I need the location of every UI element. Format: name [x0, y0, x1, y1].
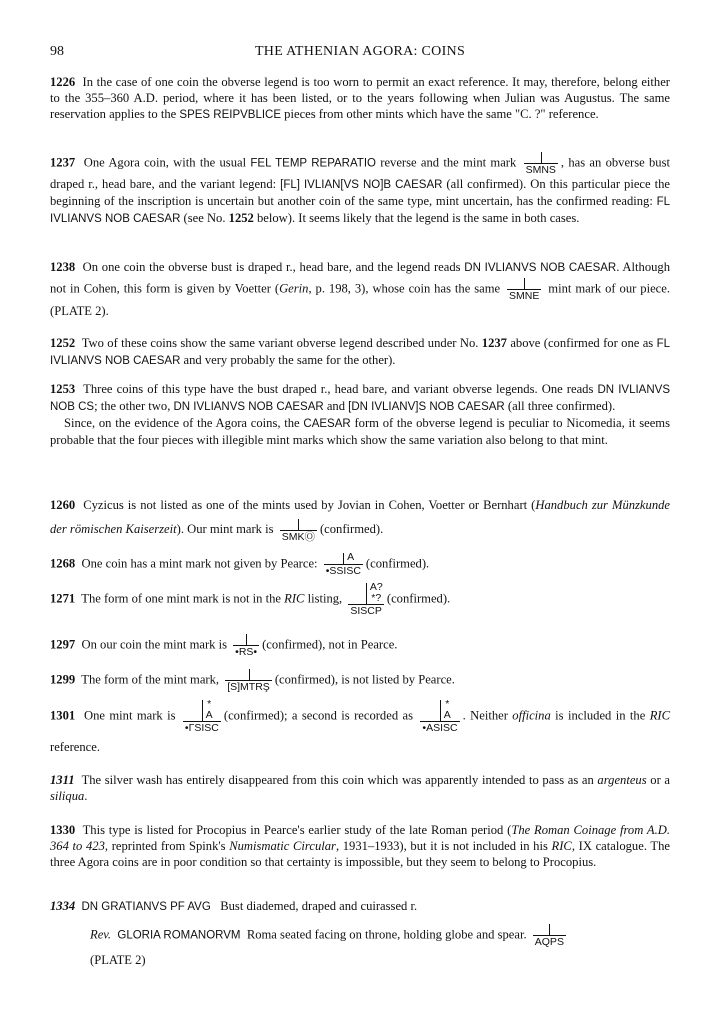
legend: CAESAR [303, 418, 351, 430]
entry-text: . Although not in Cohen, this form is given by Voetter ( [50, 260, 671, 296]
entry-1268 [50, 552, 670, 577]
entry-number: 1334 [50, 899, 76, 913]
entry-text: This type is listed for Procopius in Pearce's earlier study of the late Roman period ( [82, 823, 512, 837]
mint-mark: [S]MTRŞ [225, 668, 272, 693]
work-title: Numismatic Circular [229, 839, 336, 853]
reverse-legend: GLORIA ROMANORVM [117, 929, 241, 942]
legend: FL IVLIANVS NOB CAESAR [50, 196, 670, 225]
entry-1271 [50, 582, 670, 617]
mint-mark: •RS• [233, 633, 259, 658]
entry-text: , has an obverse bust draped r., head bare, and the variant legend: [50, 155, 671, 191]
entry-text: On our coin the mint mark is [81, 637, 227, 652]
term: officina [512, 708, 551, 723]
entry-number: 1268 [50, 556, 76, 571]
entry-number: 1238 [50, 260, 76, 274]
entry-1297 [50, 633, 670, 658]
entry-text: pieces from other mints which have the same "C. ?" reference. [281, 107, 599, 121]
mint-mark: A? *? SISCP [350, 581, 383, 617]
mint-mark: A •SSISC [325, 551, 361, 577]
legend: DN IVLIANVS NOB CAESAR [464, 262, 617, 274]
legend: DN GRATIANVS PF AVG [81, 901, 211, 913]
term: siliqua [50, 789, 85, 803]
entry-1252 [50, 335, 670, 369]
entry-text: . Neither [462, 708, 513, 723]
entry-number: 1271 [50, 591, 76, 606]
work-title: RIC [551, 839, 572, 853]
entry-1238 [50, 258, 670, 320]
work-title: RIC [284, 591, 305, 606]
entry-text: (see No. [180, 211, 229, 225]
reverse-label: Rev. [90, 927, 112, 942]
page-number: 98 [50, 44, 64, 59]
entry-1237 [50, 151, 670, 227]
reverse-line [50, 923, 670, 948]
entry-text: , IX catalogue. The three Agora coins are in poor condition so that certainty is impossible, but they seem to belong to Procopius. [50, 839, 670, 869]
entry-1299 [50, 668, 670, 693]
entry-1226 [50, 74, 670, 123]
legend: DN IVLIANVS NOB CAESAR [173, 401, 324, 413]
entry-1301 [50, 699, 670, 760]
entry-1334 [50, 898, 670, 968]
entry-number: 1301 [50, 708, 76, 723]
entry-text: reference. [50, 740, 100, 754]
entry-text: The silver wash has entirely disappeared from this coin which was apparently intended to pass as an [81, 773, 598, 787]
entry-text: form of the obverse legend is peculiar to Nicomedia, it seems probable that the four pieces with illegible mint marks which show the same variation also belong to that mint. [50, 416, 670, 447]
entry-text: The form of the mint mark, [81, 672, 220, 687]
entry-text: and [323, 399, 349, 413]
entry-1311 [50, 772, 670, 804]
work-title: Gerin [279, 281, 309, 296]
entry-number: 1226 [50, 75, 76, 89]
legend: SPES REIPVBLICE [179, 109, 282, 121]
mint-mark: * A •ASISC [422, 698, 458, 734]
entry-number: 1311 [50, 773, 75, 787]
entry-text: (confirmed). [365, 556, 430, 571]
entry-text: Bust diademed, draped and cuirassed r. [220, 899, 418, 913]
entry-text: reverse and the mint mark [375, 155, 517, 170]
entry-text: (confirmed). [319, 522, 384, 536]
entry-number: 1299 [50, 672, 76, 687]
reverse-legend: FEL TEMP REPARATIO [250, 157, 376, 170]
entry-text: ). Our mint mark is [176, 522, 274, 536]
entry-text: above (confirmed for one as [506, 336, 657, 350]
entry-text: and very probably the same for the other). [180, 353, 396, 367]
term: argenteus [597, 773, 647, 787]
entry-number: 1330 [50, 823, 76, 837]
entry-text: Roma seated facing on throne, holding globe and spear. [246, 927, 527, 942]
entry-number: 1237 [50, 155, 76, 170]
mint-mark: SMNE [507, 277, 541, 302]
legend: DN IVLIANVS NOB CS [50, 384, 670, 413]
entry-text: listing, [304, 591, 343, 606]
entry-text: On one coin the obverse bust is draped r., head bare, and the legend reads [82, 260, 465, 274]
entry-text: The form of one mint mark is not in the [81, 591, 285, 606]
obverse-line [50, 898, 670, 915]
entry-text: (all three confirmed). [504, 399, 616, 413]
entry-number: 1253 [50, 382, 76, 396]
cross-reference: 1237 [481, 336, 507, 350]
entry-text: Cyzicus is not listed as one of the mints used by Jovian in Cohen, Voetter or Bernhart ( [83, 498, 536, 512]
entry-number: 1260 [50, 498, 76, 512]
entry-text: ; the other two, [94, 399, 174, 413]
paragraph [50, 415, 670, 448]
work-title: RIC [649, 708, 670, 723]
entry-text: . [84, 789, 88, 803]
mint-mark: * A •ΓSISC [184, 698, 219, 734]
plate-reference: (PLATE 2) [90, 953, 146, 967]
legend: FL IVLIANVS NOB CAESAR [50, 338, 670, 367]
entry-text: Two of these coins show the same variant obverse legend described under No. [81, 336, 482, 350]
entry-number: 1252 [50, 336, 76, 350]
entry-text: , 1931–1933), but it is not included in his [335, 839, 552, 853]
entry-text: is included in the [550, 708, 650, 723]
entry-text: , reprinted from Spink's [104, 839, 230, 853]
entry-1260 [50, 493, 670, 543]
entry-text: (confirmed). [386, 591, 451, 606]
entry-text: (confirmed), is not listed by Pearce. [274, 672, 455, 687]
entry-text: (confirmed), not in Pearce. [262, 637, 398, 652]
entry-1330 [50, 822, 670, 870]
entry-text: One coin has a mint mark not given by Pearce: [81, 556, 318, 571]
mint-mark: SMKⓄ [280, 518, 317, 543]
entry-number: 1297 [50, 637, 76, 652]
entry-text: or a [646, 773, 670, 787]
entry-text: (confirmed); a second is recorded as [223, 708, 413, 723]
entry-text: mint mark of our piece. (PLATE 2). [50, 281, 670, 318]
legend: [FL] IVLIAN[VS NO]B CAESAR [280, 179, 443, 191]
mint-mark: AQPS [533, 923, 566, 948]
work-title: Handbuch zur Münzkunde der römischen Kaiserzeit [50, 498, 671, 536]
cross-reference: 1252 [228, 211, 254, 225]
entry-text: One Agora coin, with the usual [83, 155, 251, 170]
legend: [DN IVLIANV]S NOB CAESAR [348, 401, 505, 413]
entry-text: , p. 198, 3), whose coin has the same [308, 281, 501, 296]
entry-text: Since, on the evidence of the Agora coins, the [64, 416, 304, 430]
running-title: THE ATHENIAN AGORA: COINS [254, 44, 466, 59]
entry-1253 [50, 381, 670, 448]
entry-text: One mint mark is [83, 708, 176, 723]
entry-text: Three coins of this type have the bust draped r., head bare, and variant obverse legends. One reads [83, 382, 598, 396]
mint-mark: SMNS [524, 151, 558, 176]
work-title: The Roman Coinage from A.D. 364 to 423 [50, 823, 670, 853]
entry-text: In the case of one coin the obverse legend is too worn to permit an exact reference. It may, therefore, belong either to the 355–360 A.D. period, where it has been listed, or to the years following when Julian was Augustus. The same reservation applies to the [50, 75, 670, 121]
page-header [50, 44, 670, 64]
entry-text: below). It seems likely that the legend is the same in both cases. [253, 211, 580, 225]
entry-text: (all confirmed). On this particular piece the beginning of the inscription is uncertain but another coin of the same type, mint uncertain, has the confirmed reading: [50, 177, 670, 208]
